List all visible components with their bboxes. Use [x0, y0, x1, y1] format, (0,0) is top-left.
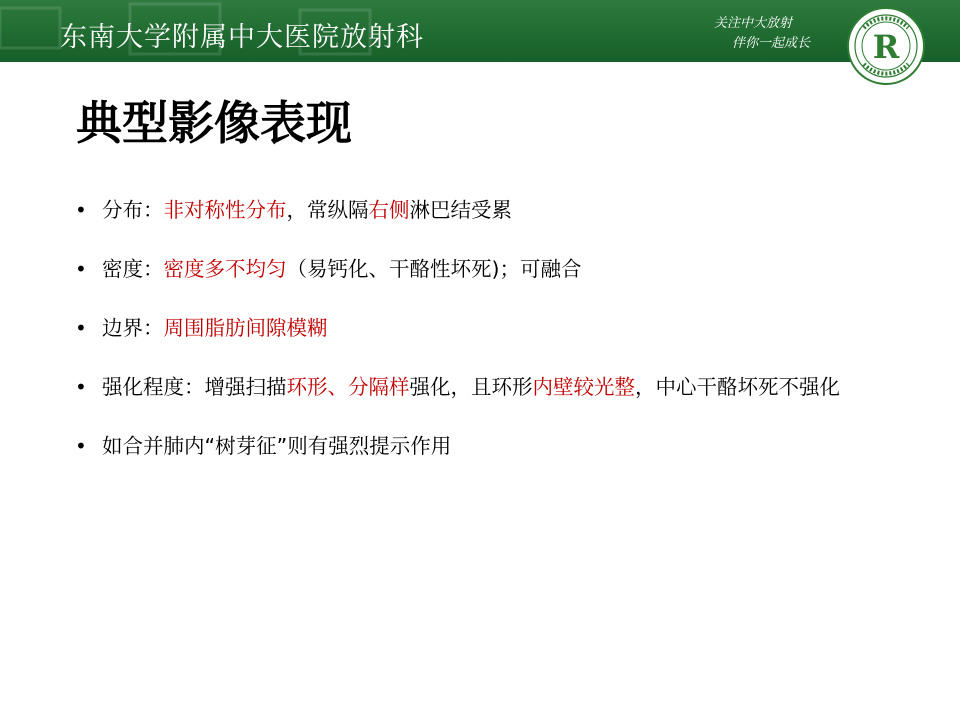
- bullet-text: ，中心干酪坏死不强化: [635, 375, 840, 399]
- highlight-text: 内壁较光整: [532, 375, 635, 399]
- highlight-text: 非对称性分布: [163, 198, 287, 222]
- slogan-line-1: 关注中大放射: [714, 16, 793, 31]
- bullet-text: 淋巴结受累: [409, 198, 512, 222]
- bullet-text: 强化，且环形: [409, 375, 533, 399]
- bullet-item: [72, 365, 902, 409]
- header-bar: [0, 0, 960, 62]
- highlight-text: 周围脂肪间隙模糊: [163, 316, 328, 340]
- highlight-text: 环形、分隔样: [286, 375, 410, 399]
- bullet-text: ，常纵隔: [286, 198, 369, 222]
- bullet-item: [72, 306, 902, 350]
- hospital-logo-icon: [846, 6, 926, 86]
- highlight-text: 右侧: [368, 198, 410, 222]
- highlight-text: 密度多不均匀: [163, 257, 287, 281]
- bullet-text: 如合并肺内“树芽征”则有强烈提示作用: [102, 434, 452, 458]
- bullet-list: [72, 188, 902, 483]
- bullet-text: 边界：: [102, 316, 164, 340]
- slogan-line-2: 伴你一起成长: [732, 36, 811, 51]
- bullet-text: 强化程度：增强扫描: [102, 375, 287, 399]
- header-slogan: [714, 14, 810, 54]
- bullet-text: 密度：: [102, 257, 164, 281]
- slide-title: 典型影像表现: [76, 96, 352, 150]
- bullet-text: （易钙化、干酪性坏死)；可融合: [286, 257, 582, 281]
- bullet-text: 分布：: [102, 198, 164, 222]
- header-title: 东南大学附属中大医院放射科: [60, 22, 424, 53]
- logo-letter: R: [872, 28, 900, 66]
- bullet-item: [72, 188, 902, 232]
- bullet-item: [72, 247, 902, 291]
- bullet-item: [72, 424, 902, 468]
